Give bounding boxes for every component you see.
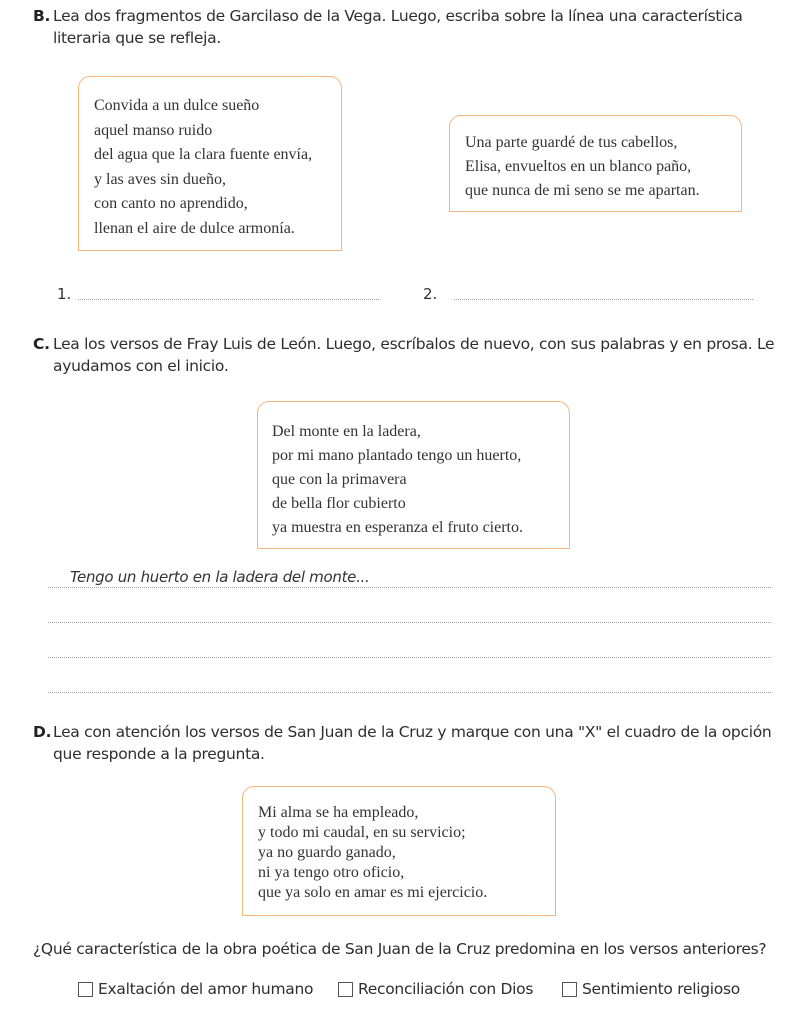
poem-line: Una parte guardé de tus cabellos, (465, 134, 678, 151)
poem-line: Elisa, envueltos en un blanco paño, (465, 158, 692, 175)
poem-line: que nunca de mi seno se me apartan. (465, 182, 700, 199)
section-b-instruction (33, 5, 778, 49)
poem-line: ya no guardo ganado, (258, 844, 396, 861)
section-d-instruction (33, 721, 778, 765)
instruction-text: Lea dos fragmentos de Garcilaso de la Vega. Luego, escriba sobre la línea una característica literaria que se refleja. (53, 7, 743, 47)
poem-fray-luis (257, 401, 570, 549)
option-label: Sentimiento religioso (582, 980, 740, 998)
poem-garcilaso-1 (78, 76, 342, 251)
section-letter: B. (33, 7, 51, 25)
instruction-text: Lea los versos de Fray Luis de León. Luego, escríbalos de nuevo, con sus palabras y en prosa. Le ayudamos con el inicio. (53, 335, 775, 375)
poem-line: con canto no aprendido, (94, 195, 248, 212)
poem-line: ya muestra en esperanza el fruto cierto. (272, 519, 523, 536)
checkbox[interactable] (78, 982, 93, 997)
instruction-text: Lea con atención los versos de San Juan de la Cruz y marque con una "X" el cuadro de la opción que responde a la pregunta. (53, 723, 772, 763)
checkbox[interactable] (338, 982, 353, 997)
prose-line-2[interactable] (48, 622, 771, 623)
poem-line: que ya solo en amar es mi ejercicio. (258, 884, 488, 901)
prose-line-4[interactable] (48, 692, 771, 693)
poem-line: llenan el aire de dulce armonía. (94, 219, 295, 237)
poem-line: aquel manso ruido (94, 121, 213, 139)
prose-line-1[interactable] (48, 587, 771, 588)
answer-line-2[interactable] (454, 299, 753, 300)
poem-line: por mi mano plantado tengo un huerto, (272, 447, 522, 464)
section-letter: D. (33, 723, 52, 741)
prose-starter-text: Tengo un huerto en la ladera del monte... (70, 568, 370, 586)
poem-garcilaso-2 (449, 115, 742, 212)
section-letter: C. (33, 335, 50, 353)
poem-line: y todo mi caudal, en su servicio; (258, 824, 466, 841)
prose-line-3[interactable] (48, 657, 771, 658)
answer-line-1[interactable] (78, 299, 379, 300)
poem-line: y las aves sin dueño, (94, 170, 226, 188)
poem-line: del agua que la clara fuente envía, (94, 146, 313, 163)
poem-san-juan (242, 786, 556, 916)
section-c-instruction (33, 333, 778, 377)
question-text: ¿Qué característica de la obra poética de San Juan de la Cruz predomina en los versos anteriores? (33, 940, 767, 958)
poem-line: Convida a un dulce sueño (94, 97, 260, 114)
poem-line: Del monte en la ladera, (272, 423, 421, 440)
poem-line: de bella flor cubierto (272, 495, 406, 512)
option-label: Exaltación del amor humano (98, 980, 314, 998)
answer-number-2: 2. (423, 285, 438, 303)
poem-line: ni ya tengo otro oficio, (258, 864, 405, 881)
poem-line: Mi alma se ha empleado, (258, 804, 419, 821)
option-reconciliacion[interactable] (338, 980, 533, 998)
answer-number-1: 1. (57, 285, 72, 303)
checkbox[interactable] (562, 982, 577, 997)
poem-line: que con la primavera (272, 471, 407, 488)
option-exaltacion[interactable] (78, 980, 313, 998)
option-label: Reconciliación con Dios (358, 980, 534, 998)
option-sentimiento[interactable] (562, 980, 740, 998)
